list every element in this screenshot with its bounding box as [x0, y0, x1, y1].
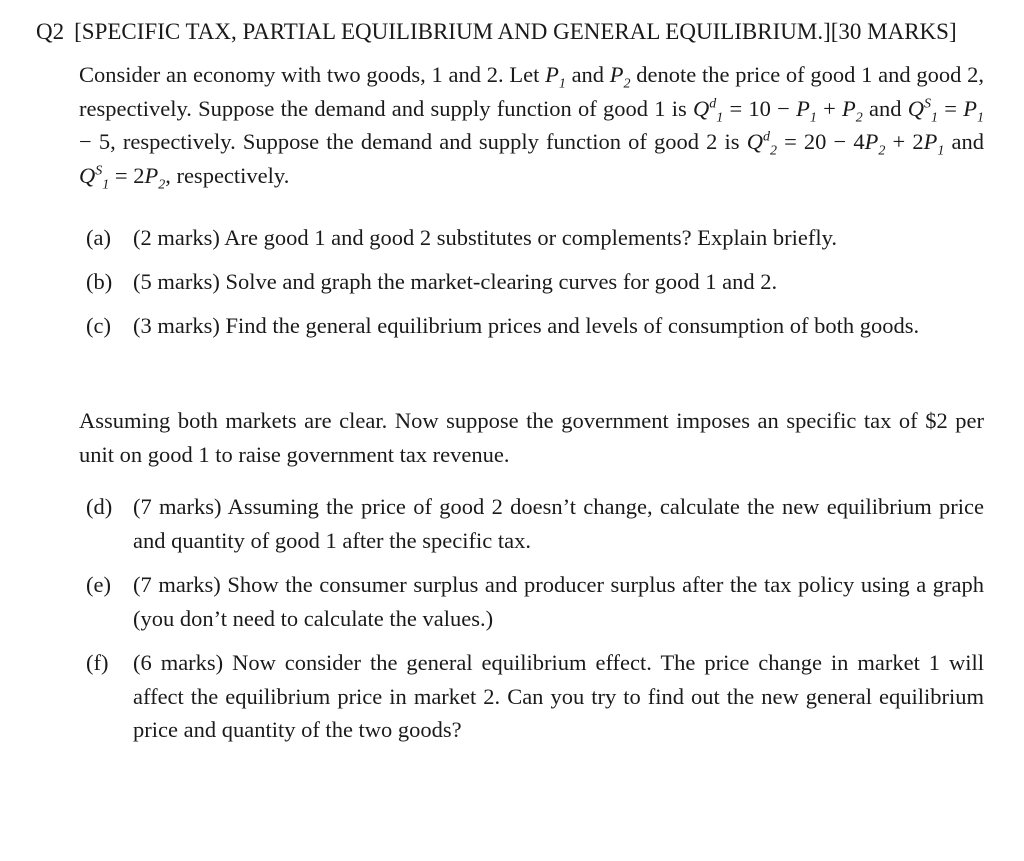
equation-text: = 20 − 4	[776, 129, 865, 155]
equation-text: + 2	[885, 129, 924, 155]
assumption-paragraph: Assuming both markets are clear. Now suppose the government imposes an specific tax of $2 per unit on good 1 to raise government tax revenue.	[79, 408, 984, 467]
part-label: (e)	[86, 572, 111, 597]
equation-text: − 5, respectively. Suppose the demand and supply function of good 2 is	[79, 129, 747, 155]
question-number: Q2	[36, 19, 65, 44]
part-d	[86, 490, 984, 557]
question-title: [SPECIFIC TAX, PARTIAL EQUILIBRIUM AND GENERAL EQUILIBRIUM.][30 MARKS]	[74, 19, 957, 44]
part-text: (6 marks) Now consider the general equilibrium effect. The price change in market 1 will affect the equilibrium price in market 2. Can you try to find out the new general equilibrium price and quantity of the two goods?	[133, 650, 984, 743]
part-text: (7 marks) Assuming the price of good 2 doesn’t change, calculate the new equilibrium price and quantity of good 1 after the specific tax.	[133, 494, 984, 553]
part-f	[86, 646, 984, 747]
part-label: (f)	[86, 650, 109, 675]
intro-text: Consider an economy with two goods, 1 and 2. Let	[79, 62, 546, 87]
intro-paragraph: Consider an economy with two goods, 1 and 2. Let $P_1$ and $P_2$ denote the price of good 1 and good 2, respectively. Suppose the demand and supply function of good 1 is $Q^d_1 = 10 - P_1 + P_2$ and $Q^S_1 = P_1 - 5$, respectively. Suppose the demand and supply function of good 2 is $Q^d_2 = 20 - 4P_2 + 2P_1$ and $Q^S_1 = 2P_2$, respectively.	[79, 62, 984, 193]
part-b	[86, 265, 984, 299]
intro-text: and	[862, 95, 908, 121]
part-text: (7 marks) Show the consumer surplus and producer surplus after the tax policy using a graph (you don’t need to calculate the values.)	[133, 572, 984, 631]
intro-text: and	[565, 62, 610, 87]
intro-text: , respectively.	[165, 163, 290, 189]
intro-text: denote the price of good 1 and good 2, respectively. Suppose the demand and supply function of good 1 is	[79, 62, 984, 121]
intro-text: and	[944, 129, 984, 155]
part-e	[86, 568, 984, 635]
equation-text: = 2	[109, 163, 145, 189]
part-text: (3 marks) Find the general equilibrium prices and levels of consumption of both goods.	[133, 313, 920, 338]
part-label: (b)	[86, 269, 113, 294]
question-heading	[36, 12, 996, 52]
part-c	[86, 309, 984, 343]
part-label: (d)	[86, 494, 113, 519]
part-text: (5 marks) Solve and graph the market-clearing curves for good 1 and 2.	[133, 269, 778, 294]
equation-text: =	[938, 95, 964, 121]
part-label: (c)	[86, 313, 111, 338]
equation-text: = 10 −	[723, 95, 797, 121]
part-a	[86, 221, 984, 255]
part-label: (a)	[86, 225, 111, 250]
part-text: (2 marks) Are good 1 and good 2 substitutes or complements? Explain briefly.	[133, 225, 838, 250]
equation-text: +	[816, 95, 843, 121]
